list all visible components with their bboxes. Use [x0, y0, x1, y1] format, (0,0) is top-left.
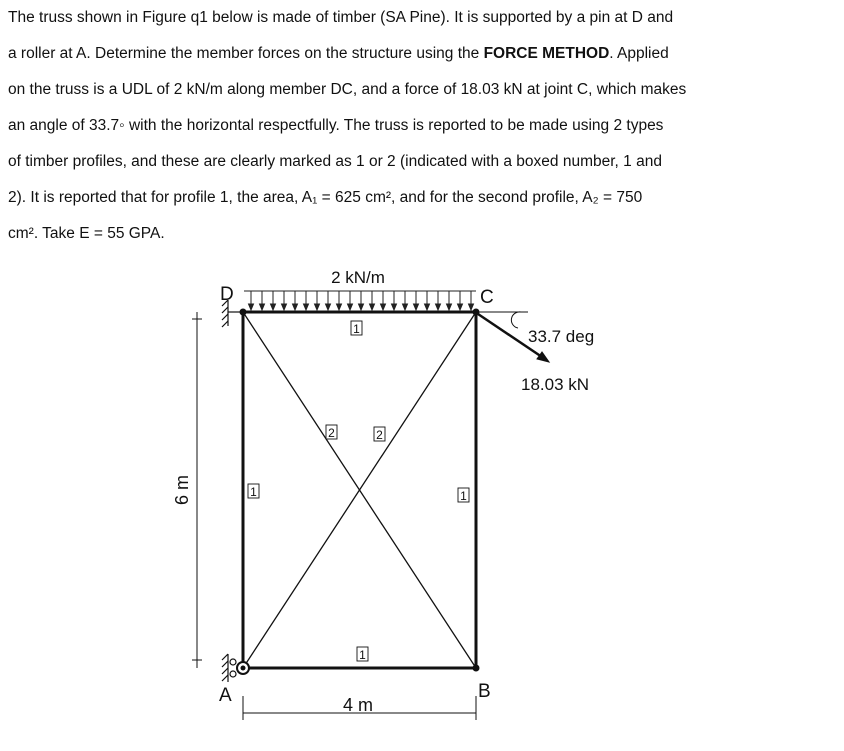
udl-arrowhead: [425, 304, 430, 310]
joint-d-node: [240, 309, 247, 316]
udl-arrowhead: [315, 304, 320, 310]
udl-arrowhead: [282, 304, 287, 310]
udl-arrows: [244, 291, 476, 310]
udl-arrowhead: [293, 304, 298, 310]
udl-arrowhead: [260, 304, 265, 310]
profile-tag-diag-right: [374, 427, 385, 442]
profile-tag-bottom: [357, 647, 368, 662]
svg-text:1: 1: [353, 322, 360, 336]
problem-line-3: on the truss is a UDL of 2 kN/m along member DC, and a force of 18.03 kN at joint C, which makes: [8, 81, 687, 98]
joint-label-a: A: [219, 685, 232, 706]
profile-tag-diag-left: [326, 425, 337, 440]
problem-line-4: an angle of 33.7◦ with the horizontal respectfully. The truss is reported to be made using 2 types: [8, 117, 664, 134]
svg-text:1: 1: [250, 485, 257, 499]
problem-line-5: of timber profiles, and these are clearly marked as 1 or 2 (indicated with a boxed number, 1 and: [8, 153, 662, 170]
udl-arrowhead: [337, 304, 342, 310]
udl-arrowhead: [447, 304, 452, 310]
force-method-emphasis: FORCE METHOD: [483, 45, 610, 62]
svg-text:2: 2: [328, 426, 335, 440]
udl-arrowhead: [436, 304, 441, 310]
width-label: 4 m: [342, 695, 374, 715]
height-label: 6 m: [172, 474, 192, 506]
problem-line-1: The truss shown in Figure q1 below is made of timber (SA Pine). It is supported by a pin at D and: [8, 9, 674, 26]
roller-support-a: [222, 654, 236, 682]
joint-label-c: C: [480, 287, 494, 308]
udl-arrowhead: [381, 304, 386, 310]
udl-arrowhead: [392, 304, 397, 310]
force-magnitude-label: 18.03 kN: [521, 375, 590, 394]
udl-arrowhead: [271, 304, 276, 310]
problem-line-7: cm². Take E = 55 GPA.: [8, 225, 165, 242]
profile-tag-top: [351, 321, 362, 336]
udl-arrowhead: [304, 304, 309, 310]
udl-arrowhead: [414, 304, 419, 310]
udl-arrowhead: [403, 304, 408, 310]
profile-tag-right: [458, 488, 469, 503]
udl-label: 2 kN/m: [331, 268, 385, 287]
udl-arrowhead: [359, 304, 364, 310]
udl-arrowhead: [370, 304, 375, 310]
joint-label-d: D: [220, 284, 234, 305]
truss-members: [243, 312, 476, 668]
svg-text:2: 2: [376, 428, 383, 442]
udl-arrowhead: [469, 304, 474, 310]
problem-line-6: 2). It is reported that for profile 1, the area, A₁ = 625 cm², and for the second profile, A₂ = 750: [8, 189, 643, 206]
udl-arrowhead: [348, 304, 353, 310]
svg-text:1: 1: [359, 648, 366, 662]
udl-arrowhead: [458, 304, 463, 310]
joint-b-node: [473, 665, 480, 672]
problem-line-2: a roller at A. Determine the member forces on the structure using the FORCE METHOD. Applied: [8, 45, 669, 62]
force-angle-label: 33.7 deg: [528, 327, 595, 346]
height-dimension: [192, 312, 202, 668]
profile-tag-left: [248, 484, 259, 499]
svg-text:1: 1: [460, 489, 467, 503]
joint-label-b: B: [478, 681, 491, 702]
udl-arrowhead: [326, 304, 331, 310]
udl-arrowhead: [249, 304, 254, 310]
